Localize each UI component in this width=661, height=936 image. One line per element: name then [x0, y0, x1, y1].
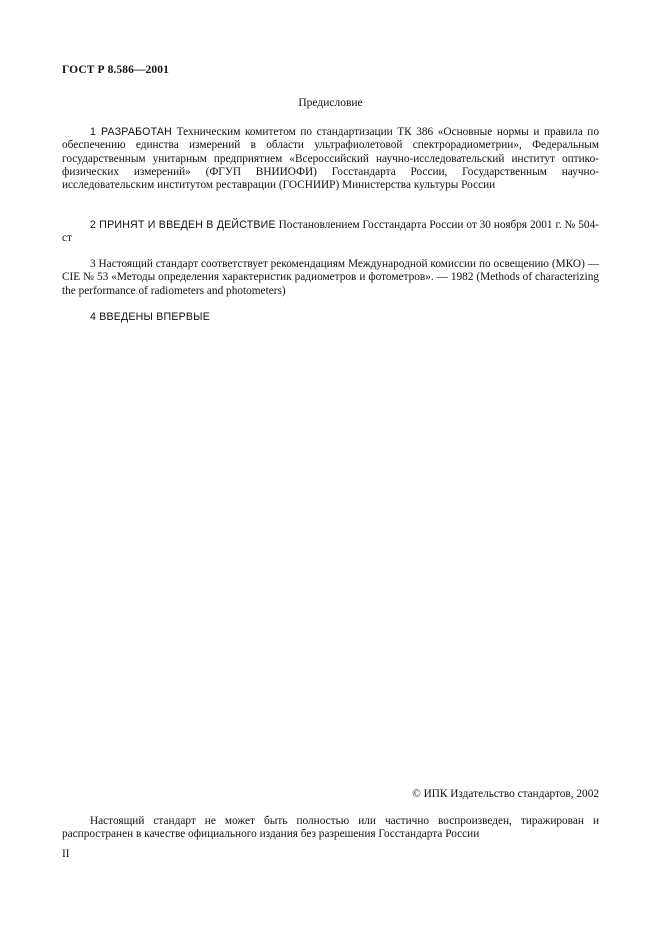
foreword-paragraph-2	[62, 219, 599, 246]
paragraph-lead: 3	[90, 258, 96, 270]
paragraph-text: Техническим комитетом по стандартизации ТК 386 «Основные нормы и правила по обеспечению единства измерений в области ультрафиолетовой спектрорадиометрии», Федеральным государственным унитарным предприятием «Всероссийский научно-исследовательский институт оптико-физических измерений» (ФГУП ВНИИОФИ) Госстандарта России, Государственным научно-исследовательским институтом реставрации (ГОСНИИР) Министерства культуры России	[62, 126, 599, 192]
copyright-line: © ИПК Издательство стандартов, 2002	[412, 788, 599, 800]
paragraph-text: Постановлением Госстандарта России от 30 ноября 2001 г. № 504-ст	[62, 219, 599, 245]
page-number: II	[62, 848, 70, 860]
foreword-paragraph-4	[62, 311, 599, 324]
foreword-paragraph-3	[62, 258, 599, 298]
paragraph-lead: 2 ПРИНЯТ И ВВЕДЕН В ДЕЙСТВИЕ	[90, 219, 276, 231]
paragraph-lead: 4 ВВЕДЕНЫ ВПЕРВЫЕ	[90, 311, 210, 323]
foreword-title: Предисловие	[298, 97, 363, 109]
reproduction-notice: Настоящий стандарт не может быть полностью или частично воспроизведен, тиражирован и распространен в качестве официального издания без разрешения Госстандарта России	[62, 815, 599, 841]
paragraph-lead: 1 РАЗРАБОТАН	[90, 126, 173, 138]
paragraph-text: Настоящий стандарт соответствует рекомендациям Международной комиссии по освещению (МКО) — CIE № 53 «Методы определения характеристик радиометров и фотометров». — 1982 (Methods of characterizing the performance of radiometers and photometers)	[62, 258, 599, 297]
foreword-paragraph-1	[62, 126, 599, 192]
standard-designation-header: ГОСТ Р 8.586—2001	[62, 64, 169, 76]
